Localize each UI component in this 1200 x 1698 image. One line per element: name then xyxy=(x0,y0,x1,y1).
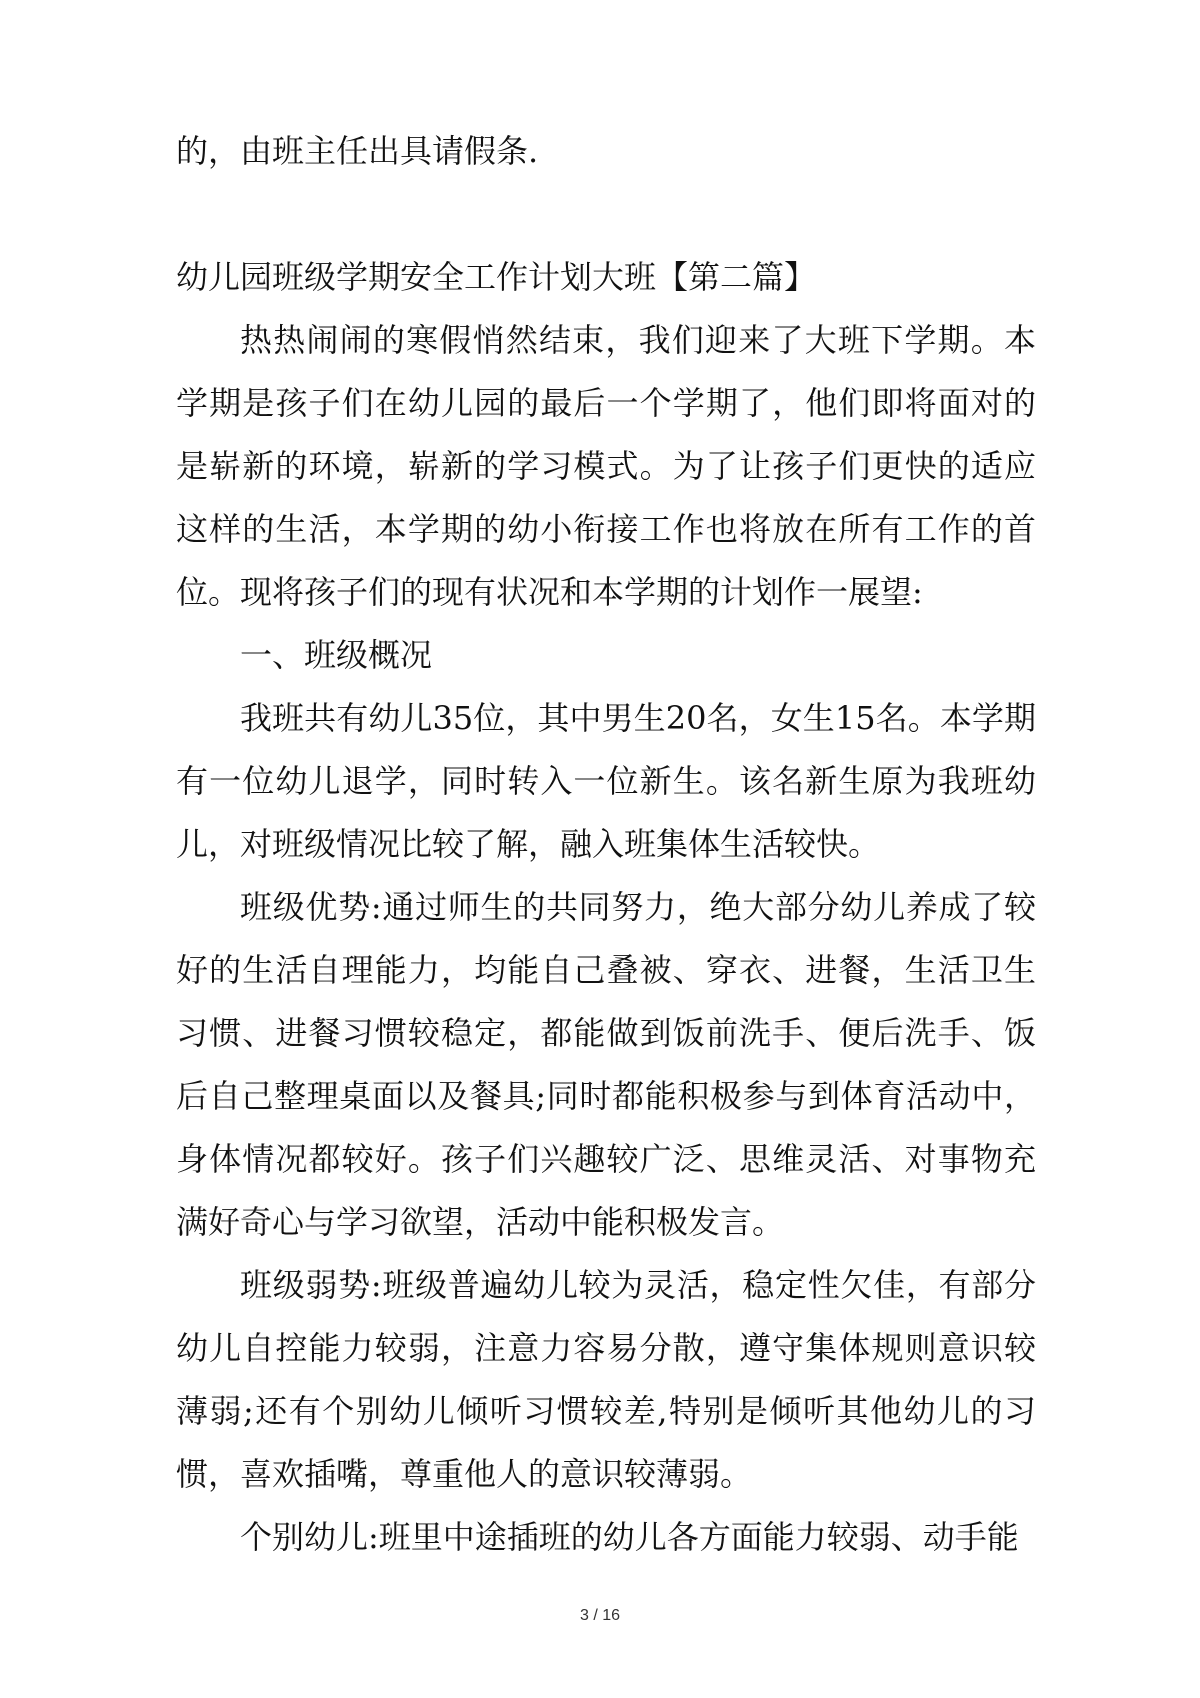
section-title: 幼儿园班级学期安全工作计划大班【第二篇】 xyxy=(176,258,817,296)
document-body xyxy=(176,120,1036,1569)
page-number: 3 / 16 xyxy=(579,1607,621,1624)
subheading-class-overview: 一、班级概况 xyxy=(240,636,433,674)
paragraph-class-strengths: 班级优势:通过师生的共同努力，绝大部分幼儿养成了较好的生活自理能力，均能自己叠被、穿衣、进餐，生活卫生习惯、进餐习惯较稳定，都能做到饭前洗手、便后洗手、饭后自己整理桌面以及餐具;同时都能积极参与到体育活动中，身体情况都较好。孩子们兴趣较广泛、思维灵活、对事物充满好奇心与学习欲望，活动中能积极发言。 xyxy=(176,888,1036,1241)
lead-line: 的，由班主任出具请假条. xyxy=(176,132,539,170)
paragraph-class-weaknesses: 班级弱势:班级普遍幼儿较为灵活，稳定性欠佳，有部分幼儿自控能力较弱，注意力容易分散，遵守集体规则意识较薄弱;还有个别幼儿倾听习惯较差,特别是倾听其他幼儿的习惯，喜欢插嘴，尊重他人的意识较薄弱。 xyxy=(176,1266,1036,1493)
paragraph-individual-children: 个别幼儿:班里中途插班的幼儿各方面能力较弱、动手能 xyxy=(240,1518,1019,1556)
paragraph-intro: 热热闹闹的寒假悄然结束，我们迎来了大班下学期。本学期是孩子们在幼儿园的最后一个学期了，他们即将面对的是崭新的环境，崭新的学习模式。为了让孩子们更快的适应这样的生活，本学期的幼小衔接工作也将放在所有工作的首位。现将孩子们的现有状况和本学期的计划作一展望: xyxy=(176,321,1036,611)
paragraph-class-size: 我班共有幼儿35位，其中男生20名，女生15名。本学期有一位幼儿退学，同时转入一位新生。该名新生原为我班幼儿，对班级情况比较了解，融入班集体生活较快。 xyxy=(176,699,1036,863)
